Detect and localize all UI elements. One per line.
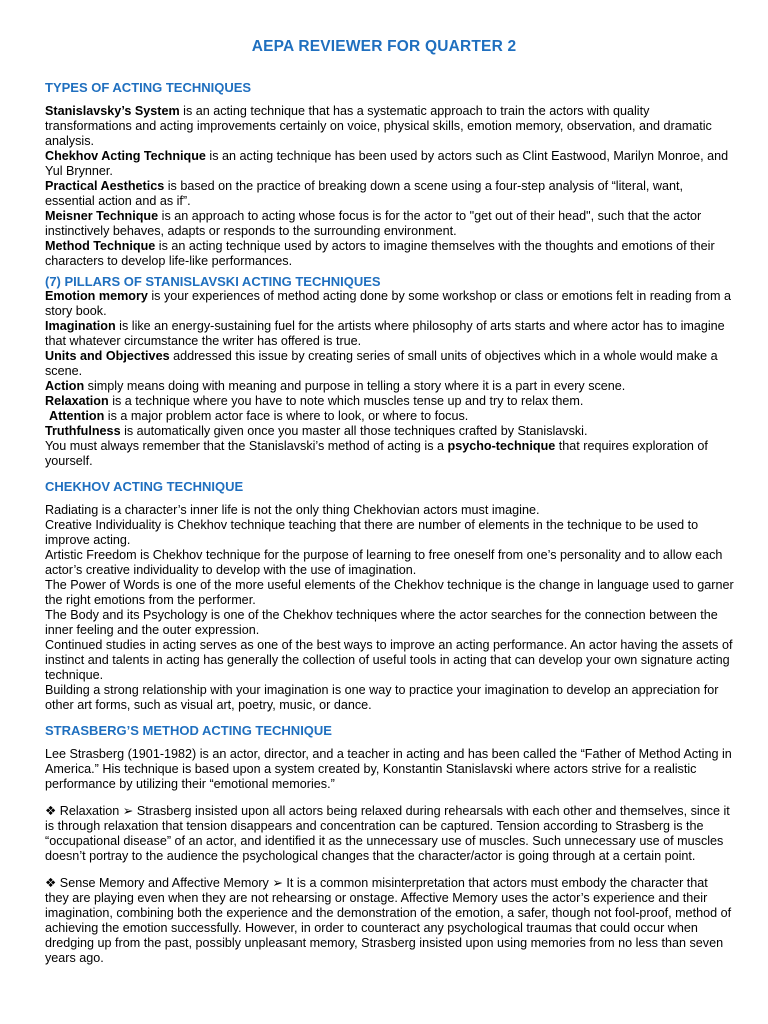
pillar-relaxation: Relaxation is a technique where you have to note which muscles tense up and try to relax them. xyxy=(45,394,584,408)
definition-chekhov: Chekhov Acting Technique is an acting technique has been used by actors such as Clint Eastwood, Marilyn Monroe, and Yul Brynner. xyxy=(45,149,729,178)
definition-method: Method Technique is an acting technique used by actors to imagine themselves with the thoughts and emotions of their characters to develop life-like performances. xyxy=(45,239,715,268)
pillar-attention: Attention is a major problem actor face is where to look, or where to focus. xyxy=(49,409,469,423)
chekhov-paragraph: Creative Individuality is Chekhov technique teaching that there are number of elements in the technique to be used to improve acting. xyxy=(45,518,699,547)
strasberg-relaxation: ❖ Relaxation ➢ Strasberg insisted upon all actors being relaxed during rehearsals with each other and themselves, since it is through relaxation that tension disappears and concentration can be captured. Tension according to Strasberg is the “occupational disease” of an actor, and identified it as the unnecessary use of muscles. Such unnecessary use of muscles doesn’t portray to the audience the psychological changes that the character/actor is going through at a certain point. xyxy=(45,804,730,863)
page-title: AEPA REVIEWER FOR QUARTER 2 xyxy=(251,38,517,55)
pillars-closing: You must always remember that the Stanislavski’s method of acting is a psycho-technique that requires exploration of yourself. xyxy=(45,439,708,468)
definition-stanislavsky-system: Stanislavsky’s System is an acting technique that has a systematic approach to train the actors with quality transformations and acting improvements certainly on voice, physical skills, emotion memory, observation, and dramatic analysis. xyxy=(45,104,712,148)
strasberg-sense-memory: ❖ Sense Memory and Affective Memory ➢ It is a common misinterpretation that actors must embody the character that they are playing even when they are not rehearsing or onstage. Affective Memory uses the actor’s experience and their imagination, combining both the experience and the demonstration of the emotion, a safer, though not fool-proof, method of achieving the emotion successfully. However, in order to counteract any psychological traumas that could occur when dredging up from the past, possibly unpleasant memory, Strasberg insisted upon using memories from no less than seven years ago. xyxy=(45,876,732,965)
term: Attention xyxy=(49,409,105,423)
term: Truthfulness xyxy=(45,424,121,438)
term: Practical Aesthetics xyxy=(45,179,165,193)
definition-practical-aesthetics: Practical Aesthetics is based on the practice of breaking down a scene using a four-step analysis of “literal, want, essential action and as if”. xyxy=(45,179,683,208)
definition-meisner: Meisner Technique is an approach to acting whose focus is for the actor to "get out of their head", such that the actor instinctively behaves, adapts or responds to the surrounding environment. xyxy=(45,209,702,238)
section-heading-strasberg: STRASBERG’S METHOD ACTING TECHNIQUE xyxy=(45,723,332,738)
term: Stanislavsky’s System xyxy=(45,104,180,118)
strasberg-intro: Lee Strasberg (1901-1982) is an actor, director, and a teacher in acting and has been called the “Father of Method Acting in America.” His technique is based upon a system created by, Konstantin Stanislavski where actors strive for a realistic performance by utilizing their “emotional memories.” xyxy=(45,747,732,791)
section-heading-chekhov: CHEKHOV ACTING TECHNIQUE xyxy=(45,479,244,494)
term: Meisner Technique xyxy=(45,209,159,223)
document-body xyxy=(45,80,735,966)
term: psycho-technique xyxy=(447,439,556,453)
section-heading-pillars: (7) PILLARS OF STANISLAVSKI ACTING TECHNIQUES xyxy=(45,274,381,289)
term: Chekhov Acting Technique xyxy=(45,149,206,163)
term: Imagination xyxy=(45,319,116,333)
section-heading-types: TYPES OF ACTING TECHNIQUES xyxy=(45,80,252,95)
term: Action xyxy=(45,379,85,393)
pillar-action: Action simply means doing with meaning and purpose in telling a story where it is a part in every scene. xyxy=(45,379,626,393)
pillar-emotion-memory: Emotion memory is your experiences of method acting done by some workshop or class or emotions felt in reading from a story book. xyxy=(45,289,731,318)
chekhov-paragraph: The Body and its Psychology is one of the Chekhov techniques where the actor searches for the connection between the inner feeling and the outer expression. xyxy=(45,608,718,637)
term: Method Technique xyxy=(45,239,156,253)
chekhov-paragraph: Artistic Freedom is Chekhov technique for the purpose of learning to free oneself from one’s personality and to allow each actor’s creative individuality to develop with the use of imagination. xyxy=(45,548,723,577)
chekhov-paragraph: Radiating is a character’s inner life is not the only thing Chekhovian actors must imagine. xyxy=(45,503,540,517)
term: Emotion memory xyxy=(45,289,148,303)
chekhov-paragraph: The Power of Words is one of the more useful elements of the Chekhov technique is the change in language used to garner the right emotions from the performer. xyxy=(45,578,734,607)
term: Relaxation xyxy=(45,394,109,408)
term: Units and Objectives xyxy=(45,349,170,363)
pillar-units-objectives: Units and Objectives addressed this issue by creating series of small units of objectives which in a whole would make a scene. xyxy=(45,349,718,378)
chekhov-paragraph: Building a strong relationship with your imagination is one way to practice your imagination to develop an appreciation for other art forms, such as visual art, poetry, music, or dance. xyxy=(45,683,719,712)
pillar-truthfulness: Truthfulness is automatically given once you master all those techniques crafted by Stanislavski. xyxy=(45,424,588,438)
pillar-imagination: Imagination is like an energy-sustaining fuel for the artists where philosophy of arts starts and where actor has to imagine that whatever circumstance the writer has offered is true. xyxy=(45,319,725,348)
chekhov-paragraph: Continued studies in acting serves as one of the best ways to improve an acting performance. An actor having the assets of instinct and talents in acting has generally the collection of useful tools in acting that can develop your own signature acting technique. xyxy=(45,638,733,682)
